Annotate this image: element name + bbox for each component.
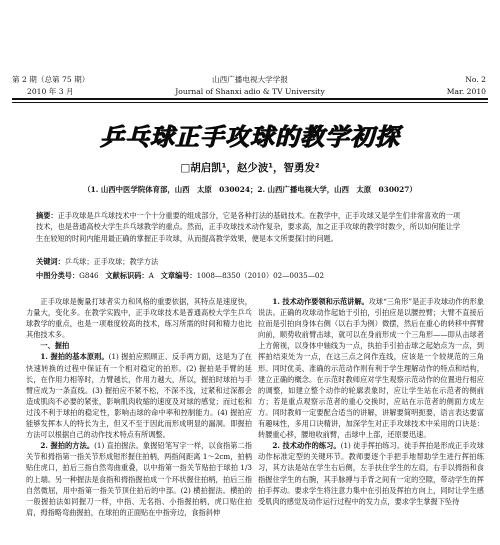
article-no-value: 1008—8350（2010）02—0035—02 <box>196 271 325 280</box>
keywords-block <box>36 257 464 267</box>
abstract-block <box>36 210 464 244</box>
right-column <box>258 296 484 507</box>
technique-title: 1. 技术动作要领和示范讲解。 <box>272 297 369 306</box>
header-rule-thin <box>12 102 488 103</box>
article-affiliation: （1. 山西中医学院体育部，山西 太原 030024；2. 山西广播电视大学，山西 太原 030027） <box>83 185 417 194</box>
header-rule-thick <box>12 98 488 100</box>
intro-paragraph: 正手攻球是衡量打球者实力和风格的重要依据，其特点是速度快，力量大，变化多。在教学实践中，正手攻球技术是普通高校大学生乒乓球教学的重点，也是一项难度较高的技术，练习所需的时间和精力也比其他技术多。 <box>26 297 252 340</box>
section-heading-grip: 一、握拍 <box>40 341 70 351</box>
technique-text: 攻球“三角形”是正手攻球动作的形象说法。正确的攻球动作起始于引拍，引拍应是以腰控臂；大臂不直接后拉而是引拍向身体右侧（以右手为例）微摆，然后在重心的转移中挥臂向前，顺势收前臂击球，就可以在身前形成一个三角形——即从击球者上方俯视，以身体中轴线为一点，执拍手引拍击球之起始点为一点，到挥拍结束处为一点，在这三点之间作连线，应该是一个较规范的三角形。同时优美、准确的示范动作则有利于学生理解动作的特点和结构，建立正确的概念。在示范时教师应对学生观察示范动作的位置进行相应的调整，如建立整个动作的轮廓表象时，应让学生站在示范者的侧前方；若是重点观察示范者的重心交换时，应站在示范者的侧面方成左方。同时教师一定要配合适当的讲解，讲解要简明扼要，语言表达要富有趣味性，多用口诀精讲，加深学生对正手攻球技术中采用的口诀是：转腰重心移，腰地收前臂，击球中上部，还原要迅速。 <box>258 297 484 440</box>
classification-label: 中图分类号： <box>36 271 80 280</box>
journal-title-en: Journal of Shanxi adio & TV University <box>175 87 325 96</box>
article-no-label: 文章编号： <box>160 271 197 280</box>
technique-paragraph <box>258 296 484 440</box>
doc-code-label: 文献标识码： <box>105 271 149 280</box>
grip-methods-text: (1) 直拍握法。象握铅笔写字一样，以食指第二指关节和拇指第一指关节形成钳形握住拍柄，两指间距离 1～2cm，拍柄贴住虎口，拍后三指自然弯曲重叠，以中指第一指关节贴拍于球拍 1/3 的上端。另一种握法是食指和拇指握拍成一个环状握住拍柄，拍后三指自然微屈，用中指第一指关节顶住拍后的中部。(2) 横拍握法。横拍的一般握拍法如同握刀一样，中指、无名指、小指握拍柄，虎口贴住拍肩，拇指略弯曲握拍，在球拍的正面贴在中指旁边，食指斜伸 <box>26 441 252 517</box>
date-cn: 2010 年 3 月 <box>27 87 74 96</box>
grip-principles-title: 1. 握拍的基本原则。 <box>40 352 109 362</box>
classification-value: G846 <box>79 271 99 280</box>
classification-block <box>36 271 464 281</box>
date-en: Mar. 2010 <box>446 87 486 96</box>
issue-cn: 第 2 期（总第 75 期） <box>12 75 90 84</box>
article-title: 乒乓球正手攻球的教学初探 <box>100 123 400 151</box>
practice-title: 2. 技术动作的练习。 <box>272 441 341 451</box>
grip-principles-text: (1) 握拍应照顾正、反手两方面，这是为了在快速转换的过程中保证有一个相对稳定的拍形。(2) 握拍是手臂的延长，在作用力相等时，力臂越长，作用力越大，所以，握拍时球拍与手臂应成为一条直线。(3) 握拍应不紧不松，不深不浅，过紧和过深都会造成肌肉不必要的紧张，影响肌肉收缩的速度及对球的感觉；而过松和过浅不利于球拍的稳定性，影响击球的命中率和控制能力。(4) 握拍应能够发挥本人的特长为主，但又不至于因此而形成明显的漏洞。即握拍方法可以根据自己的动作技术特点有所调整。 <box>26 352 252 440</box>
left-column <box>26 296 252 518</box>
journal-title-cn: 山西广播电视大学学报 <box>212 75 288 84</box>
keywords-label: 关键词： <box>36 257 65 266</box>
article-authors: □胡启凯¹，赵少波¹，智勇发² <box>180 162 320 174</box>
practice-paragraph <box>258 440 484 507</box>
abstract-label: 摘要： <box>36 211 58 220</box>
practice-text: (1) 徒手挥拍练习。徒手挥拍是形成正手攻球动作标准定型的关键环节。教师要逐个手把手地帮助学生进行挥拍练习，其方法是站在学生右后侧，左手扶住学生的左肩，右手以拇指和食指握住学生的右腕，其手脉搏与手背之间有一定的空隙，带动学生的挥拍手挥动。要求学生将注意力集中在引拍及挥拍方向上，同时让学生感受肌肉的感觉及动作运行过程中的发力点，要求学生掌握下坠待 <box>258 441 484 506</box>
issue-no: No. 2 <box>465 75 486 84</box>
grip-principles-paragraph <box>26 351 252 440</box>
keywords-text: 乒乓球；正手攻球；教学方法 <box>64 257 159 266</box>
doc-code-value: A <box>148 271 154 280</box>
grip-methods-paragraph <box>26 440 252 518</box>
grip-methods-title: 2. 握拍的方法。 <box>40 441 95 451</box>
abstract-text: 正手攻球是乒乓球技术中一个十分重要的组成部分，它是各种打法的基础技术。在教学中，正手攻球又是学生们非常喜欢的一项技术，也是普通高校大学生乒乓球教学的重点。然而，正手攻球技术动作复杂，要求高，加之正手攻球的教学时数少，所以如何能让学生在较短的时间内能用最正确的掌握正手攻球，从而提高教学效果，便是本文所要探讨的问题。 <box>36 211 461 243</box>
